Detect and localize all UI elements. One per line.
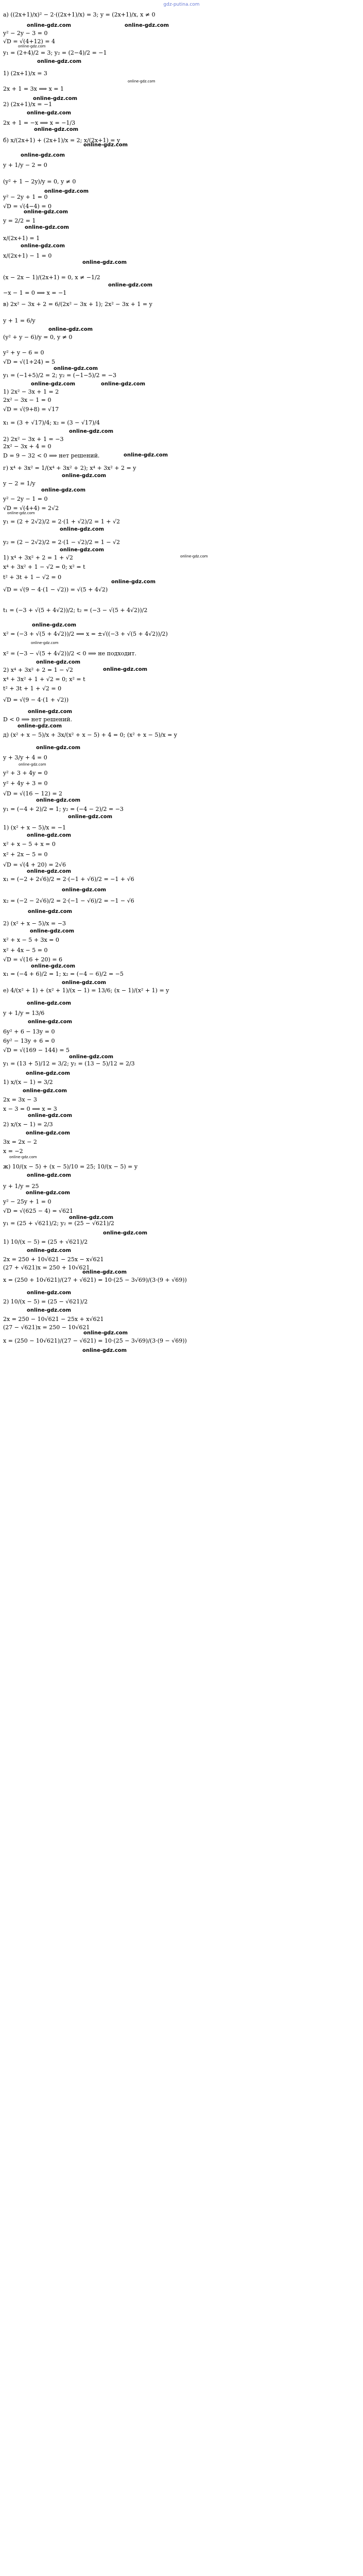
solution-line: 2x + 1 = −x ⟹ x = −1/3 <box>3 120 76 126</box>
solution-line: x² + 4x − 5 = 0 <box>3 947 48 954</box>
watermark: online-gdz.com <box>69 1054 114 1060</box>
solution-line: 2) x⁴ + 3x² + 2 = 1 − √2 <box>3 667 73 673</box>
solution-line: √D = √(9+8) = √17 <box>3 406 59 413</box>
solution-line: y = 2/2 = 1 <box>3 217 36 224</box>
watermark: online-gdz.com <box>125 23 169 28</box>
watermark: online-gdz.com <box>27 23 72 28</box>
solution-line: √D = √(16 + 20) = 6 <box>3 956 63 963</box>
solution-line: в) 2x² − 3x + 2 = 6/(2x² − 3x + 1); 2x² − 3x + 1 = y <box>3 301 152 308</box>
solution-line: 2) 2x² − 3x + 1 = −3 <box>3 436 64 443</box>
watermark: online-gdz.com <box>31 963 76 969</box>
watermark: online-gdz.com <box>31 641 59 645</box>
watermark: online-gdz.com <box>23 1088 67 1094</box>
watermark: online-gdz.com <box>34 127 79 132</box>
watermark: online-gdz.com <box>18 44 46 48</box>
solution-line: x = −2 <box>3 1148 23 1155</box>
solution-line: y² − 2y + 1 = 0 <box>3 194 48 200</box>
watermark: online-gdz.com <box>26 1071 71 1076</box>
watermark: online-gdz.com <box>69 429 114 434</box>
solution-line: y₁ = (−1+5)/2 = 2; y₂ = (−1−5)/2 = −3 <box>3 372 116 379</box>
watermark: online-gdz.com <box>62 473 107 479</box>
watermark: online-gdz.com <box>62 980 107 986</box>
solution-line: (27 − √621)x = 250 − 10√621 <box>3 1324 90 1331</box>
watermark: online-gdz.com <box>180 554 208 558</box>
solution-line: y₁ = (2+4)/2 = 3; y₂ = (2−4)/2 = −1 <box>3 49 107 56</box>
solution-line: 6y² − 13y + 6 = 0 <box>3 1038 55 1044</box>
watermark: online-gdz.com <box>62 887 107 893</box>
solution-line: y₁ = (25 + √621)/2; y₂ = (25 − √621)/2 <box>3 1220 114 1227</box>
watermark: online-gdz.com <box>7 511 35 515</box>
solution-line: √D = √(169 − 144) = 5 <box>3 1047 70 1054</box>
solution-line: √D = √(4+4) = 2√2 <box>3 505 59 512</box>
watermark: online-gdz.com <box>36 798 81 803</box>
solution-line: x₁ = (−2 + 2√6)/2 = 2·(−1 + √6)/2 = −1 + √6 <box>3 876 134 883</box>
solution-line: 1) x/(x − 1) = 3/2 <box>3 1079 53 1086</box>
solution-line: √D = √(1+24) = 5 <box>3 359 56 365</box>
solution-line: 2) x/(x − 1) = 2/3 <box>3 1121 53 1128</box>
watermark: online-gdz.com <box>82 1348 127 1353</box>
solution-line: D < 0 ⟹ нет решений. <box>3 716 72 723</box>
watermark: online-gdz.com <box>82 1269 127 1275</box>
solution-line: y₂ = (2 − 2√2)/2 = 2·(1 − √2)/2 = 1 − √2 <box>3 539 120 546</box>
watermark: online-gdz.com <box>69 1215 114 1221</box>
solution-line: y + 1 = 6/y <box>3 317 36 324</box>
solution-line: (y² + y − 6)/y = 0, y ≠ 0 <box>3 334 73 341</box>
watermark: online-gdz.com <box>37 59 82 64</box>
solution-line: ж) 10/(x − 5) + (x − 5)/10 = 25; 10/(x − 5) = y <box>3 1163 138 1170</box>
watermark: online-gdz.com <box>30 928 75 934</box>
solution-line: x − 3 = 0 ⟹ x = 3 <box>3 1106 57 1112</box>
watermark: online-gdz.com <box>83 1330 128 1336</box>
watermark: online-gdz.com <box>27 110 72 116</box>
watermark: online-gdz.com <box>21 243 65 249</box>
solution-line: t₁ = (−3 + √(5 + 4√2))/2; t₂ = (−3 − √(5 + 4√2))/2 <box>3 607 148 614</box>
solution-line: √D = √(4+12) = 4 <box>3 38 56 45</box>
watermark: online-gdz.com <box>31 381 76 387</box>
solution-line: 1) 10/(x − 5) = (25 + √621)/2 <box>3 1239 88 1245</box>
solution-line: x² + x − 5 + x = 0 <box>3 841 56 848</box>
solution-line: (y² + 1 − 2y)/y = 0, y ≠ 0 <box>3 178 76 185</box>
solution-line: t² + 3t + 1 + √2 = 0 <box>3 685 62 692</box>
watermark: online-gdz.com <box>36 659 81 665</box>
solution-line: x⁴ + 3x² + 1 + √2 = 0; x² = t <box>3 676 85 683</box>
watermark: online-gdz.com <box>60 547 105 553</box>
solution-line: 2x = 3x − 3 <box>3 1096 37 1103</box>
solution-line: x₁ = (3 + √17)/4; x₂ = (3 − √17)/4 <box>3 419 100 426</box>
solution-line: x = (250 + 10√621)/(27 + √621) = 10·(25 − 3√69)/(3·(9 + √69)) <box>3 1277 187 1283</box>
solution-line: −x − 1 = 0 ⟹ x = −1 <box>3 290 67 296</box>
solution-line: д) (x² + x − 5)/x + 3x/(x² + x − 5) + 4 = 0; (x² + x − 5)/x = y <box>3 732 177 738</box>
solution-line: x² = (−3 − √(5 + 4√2))/2 < 0 ⟹ не подходит. <box>3 650 136 657</box>
solution-line: x/(2x+1) − 1 = 0 <box>3 252 52 259</box>
watermark: online-gdz.com <box>128 79 155 83</box>
watermark: online-gdz.com <box>27 1001 72 1006</box>
watermark: online-gdz.com <box>27 1173 72 1178</box>
solution-line: е) 4/(x² + 1) + (x² + 1)/(x − 1) = 13/6; (x − 1)/(x² + 1) = y <box>3 987 169 994</box>
watermark: online-gdz.com <box>19 762 46 767</box>
solution-line: y² − 2y − 1 = 0 <box>3 496 48 502</box>
solution-line: y + 1/y = 13/6 <box>3 1010 45 1016</box>
solution-line: y² − 2y − 3 = 0 <box>3 30 48 37</box>
site-header[interactable]: gdz-putina.com <box>163 2 200 7</box>
solution-line: y² − 25y + 1 = 0 <box>3 1198 51 1205</box>
watermark: online-gdz.com <box>44 189 89 194</box>
watermark: online-gdz.com <box>108 282 153 288</box>
solution-line: 1) x⁴ + 3x² + 2 = 1 + √2 <box>3 554 73 561</box>
solution-line: x² = (−3 + √(5 + 4√2))/2 ⟹ x = ±√((−3 + √(5 + 4√2))/2) <box>3 631 168 637</box>
watermark: online-gdz.com <box>27 1308 72 1313</box>
solution-line: x₂ = (−2 − 2√6)/2 = 2·(−1 − √6)/2 = −1 − √6 <box>3 897 134 904</box>
solution-line: 2) (2x+1)/x = −1 <box>3 101 53 108</box>
watermark: online-gdz.com <box>26 1190 71 1196</box>
solution-line: 1) (x² + x − 5)/x = −1 <box>3 824 66 831</box>
solution-line: 2) (x² + x − 5)/x = −3 <box>3 920 66 927</box>
solution-line: √D = √(4 + 20) = 2√6 <box>3 861 66 868</box>
watermark: online-gdz.com <box>28 709 73 715</box>
watermark: online-gdz.com <box>21 152 65 158</box>
solution-line: y² + y − 6 = 0 <box>3 349 44 356</box>
watermark: online-gdz.com <box>68 814 113 820</box>
solution-line: 2x² − 3x − 1 = 0 <box>3 397 51 403</box>
solution-line: x⁴ + 3x² + 1 − √2 = 0; x² = t <box>3 564 85 570</box>
solution-line: y₁ = (13 + 5)/12 = 3/2; y₂ = (13 − 5)/12 = 2/3 <box>3 1060 135 1067</box>
solution-line: y + 1/y − 2 = 0 <box>3 162 47 168</box>
watermark: online-gdz.com <box>28 1113 73 1118</box>
watermark: online-gdz.com <box>27 1290 72 1296</box>
solution-line: x² + x − 5 + 3x = 0 <box>3 937 59 943</box>
solution-line: 2x = 250 − 10√621 − 25x + x√621 <box>3 1316 104 1323</box>
watermark: online-gdz.com <box>24 209 68 215</box>
watermark: online-gdz.com <box>103 667 148 672</box>
watermark: online-gdz.com <box>103 1230 148 1236</box>
watermark: online-gdz.com <box>27 869 72 874</box>
solution-line: x/(2x+1) = 1 <box>3 235 40 242</box>
solution-line: y² + 3 + 4y = 0 <box>3 770 48 776</box>
watermark: online-gdz.com <box>101 381 146 387</box>
solution-line: y − 2 = 1/y <box>3 480 36 487</box>
watermark: online-gdz.com <box>83 142 128 148</box>
watermark: online-gdz.com <box>36 745 81 751</box>
solution-line: 2) 10/(x − 5) = (25 − √621)/2 <box>3 1298 88 1305</box>
solution-line: 2x = 250 + 10√621 − 25x − x√621 <box>3 1256 104 1263</box>
solution-line: √D = √(625 − 4) = √621 <box>3 1208 74 1214</box>
solution-line: 1) 2x² − 3x + 1 = 2 <box>3 388 59 395</box>
solution-line: г) x⁴ + 3x² = 1/(x⁴ + 3x² + 2); x⁴ + 3x² + 2 = y <box>3 465 136 471</box>
solution-line: 3x = 2x − 2 <box>3 1139 37 1145</box>
watermark: online-gdz.com <box>18 723 62 729</box>
solution-line: a) ((2x+1)/x)² − 2·((2x+1)/x) = 3; y = (2x+1)/x, x ≠ 0 <box>3 11 155 18</box>
solution-line: б) x/(2x+1) + (2x+1)/x = 2; x/(2x+1) = y <box>3 137 120 144</box>
solution-line: D = 9 − 32 < 0 ⟹ нет решений. <box>3 452 100 459</box>
solution-line: 2x² − 3x + 4 = 0 <box>3 443 51 450</box>
solution-line: x² + 2x − 5 = 0 <box>3 851 48 858</box>
watermark: online-gdz.com <box>124 452 168 458</box>
watermark: online-gdz.com <box>32 622 77 628</box>
solution-line: y + 1/y = 25 <box>3 1183 39 1190</box>
solution-line: √D = √(9 − 4·(1 + √2)) <box>3 697 69 703</box>
solution-line: t² + 3t + 1 − √2 = 0 <box>3 574 62 581</box>
watermark: online-gdz.com <box>28 909 73 914</box>
solution-line: y² + 4y + 3 = 0 <box>3 780 48 787</box>
watermark: online-gdz.com <box>25 225 70 230</box>
watermark: online-gdz.com <box>27 1248 72 1253</box>
solution-line: x₁ = (−4 + 6)/2 = 1; x₂ = (−4 − 6)/2 = −5 <box>3 971 124 977</box>
watermark: online-gdz.com <box>33 96 78 101</box>
watermark: online-gdz.com <box>28 1019 73 1025</box>
solution-line: (27 + √621)x = 250 + 10√621 <box>3 1264 90 1271</box>
solution-line: √D = √(4−4) = 0 <box>3 203 52 210</box>
solution-line: y₁ = (2 + 2√2)/2 = 2·(1 + √2)/2 = 1 + √2 <box>3 518 120 525</box>
watermark: online-gdz.com <box>9 1155 37 1159</box>
solution-line: 6y² + 6 − 13y = 0 <box>3 1028 55 1035</box>
solution-line: 1) (2x+1)/x = 3 <box>3 70 47 77</box>
solution-line: 2x + 1 = 3x ⟹ x = 1 <box>3 86 64 92</box>
watermark: online-gdz.com <box>111 579 156 585</box>
solution-line: (x − 2x − 1)/(2x+1) = 0, x ≠ −1/2 <box>3 274 100 281</box>
solution-line: √D = √(16 − 12) = 2 <box>3 790 63 797</box>
solution-line: x = (250 − 10√621)/(27 − √621) = 10·(25 − 3√69)/(3·(9 − √69)) <box>3 1337 187 1344</box>
watermark: online-gdz.com <box>26 1130 71 1136</box>
watermark: online-gdz.com <box>82 260 127 265</box>
solution-line: y + 3/y + 4 = 0 <box>3 754 47 761</box>
solution-line: y₁ = (−4 + 2)/2 = 1; y₂ = (−4 − 2)/2 = −3 <box>3 806 124 812</box>
watermark: online-gdz.com <box>41 487 86 493</box>
solution-line: √D = √(9 − 4·(1 − √2)) = √(5 + 4√2) <box>3 586 108 593</box>
watermark: online-gdz.com <box>60 527 105 532</box>
watermark: online-gdz.com <box>48 327 93 332</box>
watermark: online-gdz.com <box>27 833 72 838</box>
watermark: online-gdz.com <box>54 366 98 371</box>
